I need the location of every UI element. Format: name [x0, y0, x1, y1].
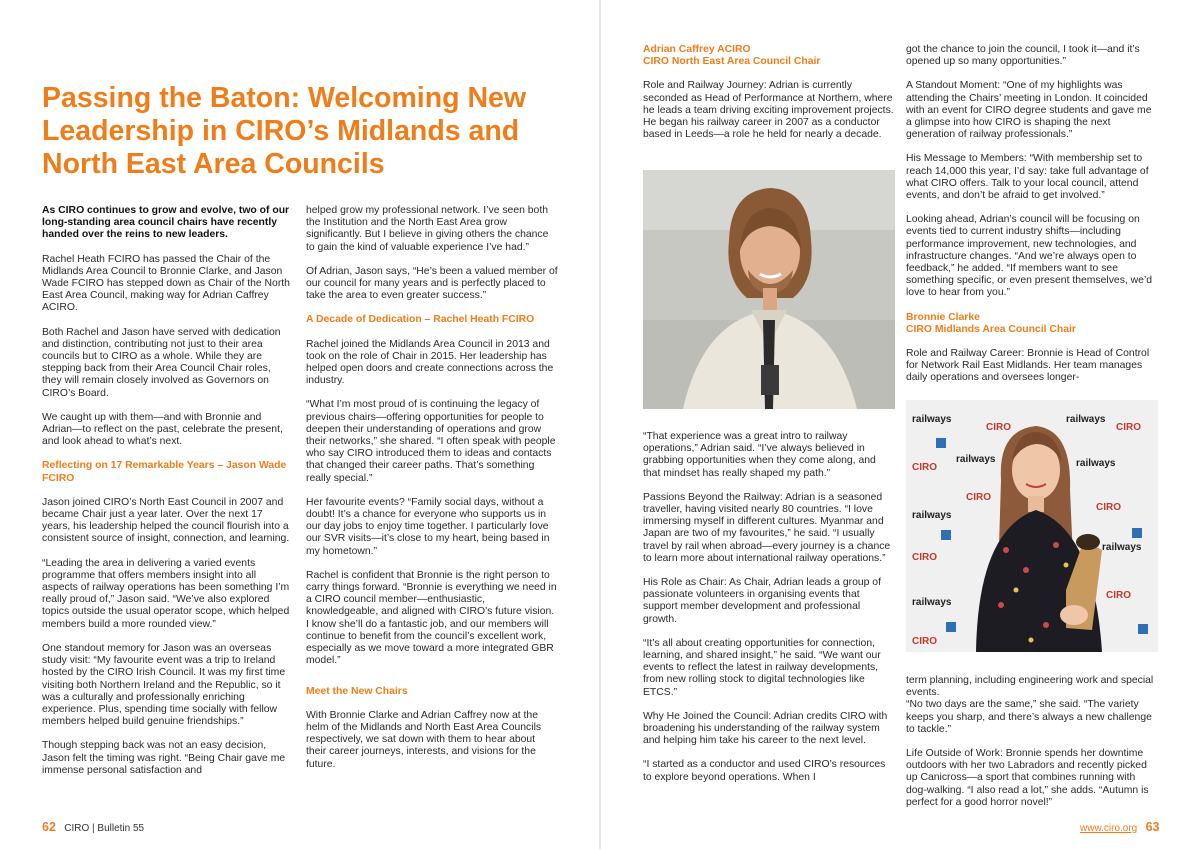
- body-paragraph: Her favourite events? “Family social days, without a doubt! It’s a chance for everyone who supports us in our day jobs to enjoy time together. I particularly love our SVR visits—it’s close to my heart, being based in my hometown.”: [306, 496, 550, 557]
- backdrop-logo: CIRO: [966, 492, 991, 503]
- adrian-role-heading: CIRO North East Area Council Chair: [643, 56, 821, 68]
- publication-label: CIRO | Bulletin 55: [64, 823, 145, 834]
- backdrop-logo: CIRO: [1096, 502, 1121, 513]
- backdrop-logo: railways: [912, 414, 952, 425]
- article-title: Passing the Baton: Welcoming New Leadership in CIRO’s Midlands and North East Area Councils: [42, 82, 527, 180]
- body-paragraph: “What I’m most proud of is continuing the legacy of previous chairs—offering opportunities for people to deepen their understanding of operations and grow their networks,” she shared. “I often speak with people who say CIRO introduced them to ideas and contacts that changed their career paths. That’s something really special.”: [306, 399, 556, 484]
- page-number-right: 63: [1145, 820, 1160, 834]
- backdrop-logo: railways: [1076, 458, 1116, 469]
- body-paragraph: Looking ahead, Adrian’s council will be focusing on events tied to current industry shifts—including performance improvement, new technologies, and infrastructure changes. “And we’re always open to feedback,” he added. “If members want to see something specific, or even present themselves, we’d love to hear from you.”: [906, 214, 1153, 299]
- backdrop-logo: CIRO: [912, 462, 937, 473]
- backdrop-logo: CIRO: [912, 552, 937, 563]
- body-paragraph: One standout memory for Jason was an overseas study visit: “My favourite event was a trip to Ireland hosted by the CIRO Irish Council. It was my first time visiting both Northern Ireland and the Republic, so it was a culturally and professionally enriching experience. Plus, spending time socially with fellow members helped build genuine friendships.”: [42, 642, 286, 728]
- body-paragraph: We caught up with them—and with Bronnie and Adrian—to reflect on the past, celebrate the present, and look ahead to what’s next.: [42, 411, 283, 448]
- left-column-1: [42, 205, 292, 789]
- backdrop-logo: railways: [912, 510, 952, 521]
- footer-right: [1080, 820, 1160, 834]
- right-column-1-bottom: [643, 431, 895, 796]
- backdrop-logo: railways: [1066, 414, 1106, 425]
- body-paragraph: Rachel Heath FCIRO has passed the Chair of the Midlands Area Council to Bronnie Clarke, and Jason Wade FCIRO has stepped down as Chair of the North East Area Council, making way for Adrian Caffrey ACIRO.: [42, 253, 290, 314]
- bronnie-award-image: [906, 400, 1158, 652]
- bronnie-role-heading: CIRO Midlands Area Council Chair: [906, 323, 1076, 335]
- section-heading-new-chairs: Meet the New Chairs: [306, 685, 408, 697]
- backdrop-logo: railways: [956, 454, 996, 465]
- body-paragraph: “Leading the area in delivering a varied events programme that offers members insight into all aspects of railway operations has been something I’m really proud of,” Jason said. “We’ve also explored topics outside the usual operator scope, which helped members build a more rounded view.”: [42, 557, 290, 630]
- body-paragraph: term planning, including engineering work and special events.: [906, 675, 1154, 699]
- body-paragraph: Jason joined CIRO’s North East Council in 2007 and became Chair just a year later. Over the next 17 years, his leadership helped the council flourish into a consistent source of insight, connection, and learning.: [42, 496, 290, 545]
- backdrop-logo: CIRO: [912, 636, 937, 647]
- body-paragraph: Both Rachel and Jason have served with dedication and distinction, contributing not just to their area councils but to CIRO as a whole. While they are stepping back from their Area Council Chair roles, they will remain closely involved as Governors on CIRO’s Board.: [42, 326, 281, 399]
- right-column-2-bottom: [906, 675, 1158, 821]
- bronnie-name-heading: Bronnie Clarke: [906, 311, 980, 323]
- body-paragraph: His Role as Chair: As Chair, Adrian leads a group of passionate volunteers in organising events that support member development and professional growth.: [643, 577, 881, 625]
- body-paragraph: “I started as a conductor and used CIRO’s resources to explore beyond operations. When I: [643, 759, 886, 783]
- lead-paragraph: As CIRO continues to grow and evolve, two of our long-standing area council chairs have recently handed over the reins to new leaders.: [42, 205, 290, 241]
- backdrop-logo: CIRO: [986, 422, 1011, 433]
- page-gutter: [599, 0, 601, 849]
- website-link[interactable]: www.ciro.org: [1080, 823, 1138, 834]
- body-paragraph: Rachel is confident that Bronnie is the right person to carry things forward. “Bronnie is everything we need in a CIRO council member—enthusiastic, knowledgeable, and aligned with CIRO’s future vision. I know she’ll do a fantastic job, and our members will continue to benefit from the council’s excellent work, especially as we move toward a more integrated GBR model.”: [306, 569, 557, 667]
- section-heading-jason: Reflecting on 17 Remarkable Years – Jason Wade FCIRO: [42, 460, 287, 484]
- body-paragraph: Of Adrian, Jason says, “He’s been a valued member of our council for many years and is perfectly placed to take the area to even greater success.”: [306, 265, 558, 302]
- backdrop-logo: CIRO: [1106, 590, 1131, 601]
- body-paragraph: Rachel joined the Midlands Area Council in 2013 and took on the role of Chair in 2015. Her leadership has helped open doors and create connections across the industry.: [306, 338, 554, 387]
- backdrop-logo: railways: [912, 597, 952, 608]
- body-paragraph: “That experience was a great intro to railway operations,” Adrian said. “I’ve always believed in grabbing opportunities when they come along, and that mindset has really shaped my path.”: [643, 431, 876, 479]
- body-paragraph: Role and Railway Career: Bronnie is Head of Control for Network Rail East Midlands. Her team manages daily operations and oversees longer-: [906, 348, 1150, 384]
- body-paragraph: got the chance to join the council, I took it—and it’s opened up so many opportunities.”: [906, 44, 1140, 68]
- adrian-name-heading: Adrian Caffrey ACIRO: [643, 44, 751, 55]
- footer-left: [42, 820, 144, 834]
- backdrop-logo: railways: [1102, 542, 1142, 553]
- body-paragraph: “No two days are the same,” she said. “The variety keeps you sharp, and there’s always a new challenge to tackle.”: [906, 699, 1152, 735]
- left-column-2: [306, 205, 558, 783]
- body-paragraph: “It’s all about creating opportunities for connection, learning, and shared insight,” he said. “We want our events to reflect the latest in railway developments, from new rolling stock to digital technologies like ETCS.”: [643, 637, 881, 698]
- adrian-portrait-image: [643, 170, 895, 409]
- bronnie-award-photo: [906, 400, 1158, 652]
- body-paragraph: His Message to Members: “With membership set to reach 14,000 this year, I’d say: take full advantage of what CIRO offers. Talk to your local council, attend events, and don’t be afraid to get involved.”: [906, 153, 1149, 202]
- body-paragraph: Though stepping back was not an easy decision, Jason felt the timing was right. “Being Chair gave me immense personal satisfaction and: [42, 740, 286, 776]
- body-paragraph: Role and Railway Journey: Adrian is currently seconded as Head of Performance at Northern, where he leads a team driving exciting improvement projects. He began his railway career in 2007 as a conductor based in Leeds—a role he held for nearly a decade.: [643, 80, 894, 141]
- body-paragraph: Why He Joined the Council: Adrian credits CIRO with broadening his understanding of the railway system and helping him take his career to the next level.: [643, 710, 888, 747]
- body-paragraph: A Standout Moment: “One of my highlights was attending the Chairs’ meeting in London. It coincided with an event for CIRO degree students and gave me a glimpse into how CIRO is shaping the next generation of railway professionals.”: [906, 80, 1152, 141]
- page-number-left: 62: [42, 820, 56, 834]
- body-paragraph: helped grow my professional network. I’ve seen both the Institution and the North East Area grow significantly. But I believe in giving others the chance to gain the kind of valuable experience I’ve had.”: [306, 205, 549, 253]
- backdrop-logo: CIRO: [1116, 422, 1141, 433]
- section-heading-rachel: A Decade of Dedication – Rachel Heath FCIRO: [306, 314, 535, 326]
- body-paragraph: Life Outside of Work: Bronnie spends her downtime outdoors with her two Labradors and recently picked up Canicross—a sport that combines running with dog-walking. “I also read a lot,” she adds. “Autumn is perfect for a good horror novel!”: [906, 748, 1149, 808]
- body-paragraph: With Bronnie Clarke and Adrian Caffrey now at the helm of the Midlands and North East Area Councils respectively, we sat down with them to hear about their career journeys, interests, and visions for the future.: [306, 709, 542, 770]
- adrian-portrait-photo: [643, 170, 895, 409]
- right-column-1-top: [643, 44, 895, 153]
- body-paragraph: Passions Beyond the Railway: Adrian is a seasoned traveller, having visited nearly 80 countries. “I love immersing myself in different cultures. Myanmar and Japan are two of my favourites,” he said. “I usually travel by rail when abroad—every journey is a chance to learn more about international railway operations.”: [643, 491, 891, 564]
- right-column-2-top: [906, 44, 1158, 397]
